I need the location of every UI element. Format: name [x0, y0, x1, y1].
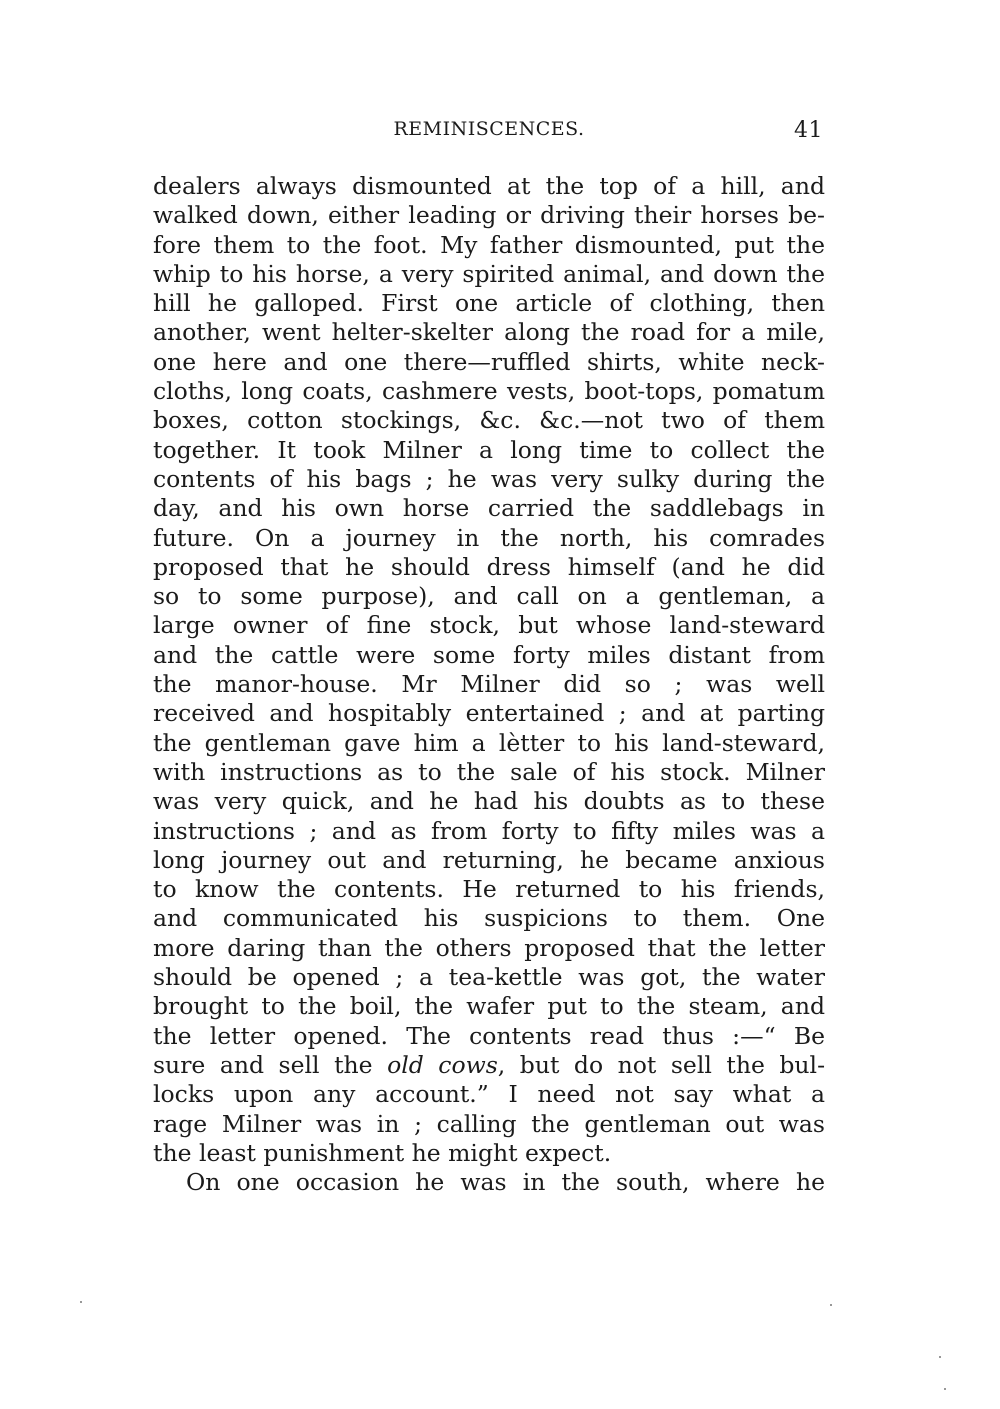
text-line: together. It took Milner a long time to collect the — [153, 435, 825, 464]
text-line: contents of his bags ; he was very sulky during the — [153, 464, 825, 493]
text-line: the manor-house. Mr Milner did so ; was well — [153, 670, 825, 699]
text-line: the least punishment he might expect. — [153, 1138, 612, 1167]
text-line: more daring than the others proposed that the letter — [153, 933, 825, 962]
text-line: whip to his horse, a very spirited animal, and down the — [153, 259, 825, 288]
paper-speck — [80, 1301, 82, 1303]
text-line: boxes, cotton stockings, &c. &c.—not two of them — [153, 406, 825, 435]
running-head — [153, 118, 825, 148]
text-line: the gentleman gave him a lètter to his land-steward, — [153, 728, 825, 757]
text-fragment: sure and sell the — [153, 1050, 388, 1079]
text-line: locks upon any account.” I need not say what a — [153, 1080, 825, 1109]
text-line: On one occasion he was in the south, where he — [186, 1168, 825, 1197]
text-line: so to some purpose), and call on a gentleman, a — [153, 582, 825, 611]
body-text — [153, 172, 825, 1197]
text-line: one here and one there—ruffled shirts, white neck- — [153, 347, 825, 376]
text-line: instructions ; and as from forty to fifty miles was a — [153, 816, 825, 845]
text-line: was very quick, and he had his doubts as to these — [153, 787, 825, 816]
text-line: proposed that he should dress himself (and he did — [153, 552, 825, 581]
text-line: day, and his own horse carried the saddlebags in — [153, 494, 825, 523]
paper-speck — [944, 1388, 946, 1390]
text-line: the letter opened. The contents read thus :—“ Be — [153, 1021, 825, 1050]
text-line: should be opened ; a tea-kettle was got, the water — [153, 963, 825, 992]
text-line: rage Milner was in ; calling the gentleman out was — [153, 1109, 825, 1138]
text-line: future. On a journey in the north, his comrades — [153, 523, 825, 552]
text-line: and communicated his suspicions to them. One — [153, 904, 825, 933]
text-line: and the cattle were some forty miles distant from — [153, 640, 825, 669]
running-title: REMINISCENCES. — [393, 118, 585, 140]
italic-phrase: old cows — [387, 1050, 498, 1079]
text-line: dealers always dismounted at the top of a hill, and — [153, 172, 825, 200]
text-line: hill he galloped. First one article of clothing, then — [153, 289, 825, 318]
text-line: long journey out and returning, he became anxious — [153, 845, 825, 874]
text-fragment: , but do not sell the bul- — [497, 1050, 826, 1079]
text-line: cloths, long coats, cashmere vests, boot-tops, pomatum — [153, 377, 825, 406]
text-line: with instructions as to the sale of his stock. Milner — [153, 757, 825, 786]
text-line: brought to the boil, the wafer put to the steam, and — [153, 992, 825, 1021]
text-line: another, went helter-skelter along the road for a mile, — [153, 318, 825, 347]
text-line — [153, 1051, 825, 1080]
page-number: 41 — [794, 118, 823, 143]
text-line: received and hospitably entertained ; and at parting — [153, 699, 825, 728]
paper-speck — [830, 1304, 832, 1306]
text-line: large owner of fine stock, but whose land-steward — [153, 611, 825, 640]
text-line: to know the contents. He returned to his friends, — [153, 875, 825, 904]
paper-speck — [939, 1356, 941, 1358]
text-line: fore them to the foot. My father dismounted, put the — [153, 230, 825, 259]
text-line: walked down, either leading or driving their horses be- — [153, 201, 825, 230]
